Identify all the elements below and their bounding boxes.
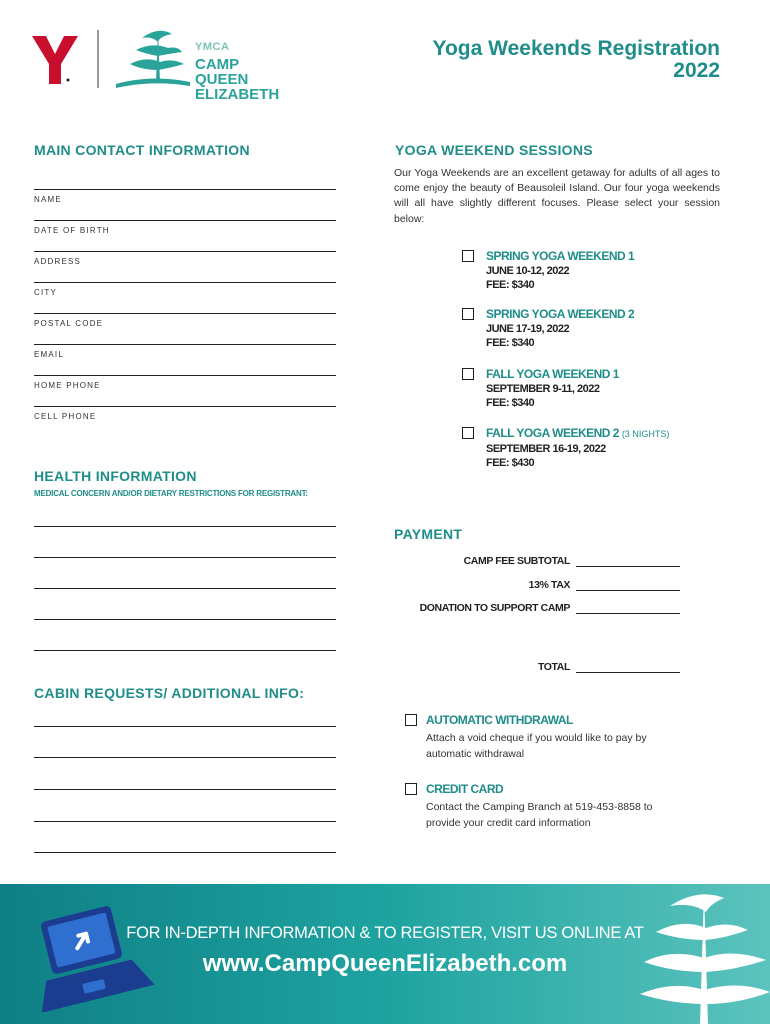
city-field[interactable]: CITY — [34, 282, 336, 297]
session-checkbox[interactable] — [462, 368, 474, 380]
donation-label: DONATION TO SUPPORT CAMP — [419, 602, 570, 614]
name-field[interactable]: NAME — [34, 189, 336, 204]
payment-heading: PAYMENT — [394, 526, 463, 542]
session-name: SPRING YOGA WEEKEND 2 — [486, 307, 635, 321]
health-input-line[interactable] — [34, 588, 336, 589]
cabin-input-line[interactable] — [34, 789, 336, 790]
session-dates: JUNE 17-19, 2022 — [486, 322, 570, 335]
session-name: FALL YOGA WEEKEND 2 (3 NIGHTS) — [486, 426, 670, 440]
cabin-input-line[interactable] — [34, 757, 336, 758]
session-checkbox[interactable] — [462, 427, 474, 439]
pine-tree-icon — [620, 884, 770, 1024]
tax-label: 13% TAX — [528, 579, 570, 591]
title-line-2: 2022 — [673, 59, 720, 83]
logo-divider — [97, 30, 99, 88]
email-field[interactable]: EMAIL — [34, 344, 336, 359]
payment-option-desc: Attach a void cheque if you would like to pay by automatic withdrawal — [426, 732, 647, 760]
donation-row[interactable] — [420, 602, 680, 614]
footer-banner — [0, 884, 770, 1024]
session-checkbox[interactable] — [462, 250, 474, 262]
tax-row[interactable] — [529, 579, 680, 591]
camp-logo-text — [195, 38, 295, 102]
health-input-line[interactable] — [34, 650, 336, 651]
cabin-input-line[interactable] — [34, 821, 336, 822]
session-fee: FEE: $430 — [486, 457, 535, 469]
payment-checkbox[interactable] — [405, 714, 417, 726]
pine-tree-logo-icon — [112, 24, 192, 90]
ymca-logo-icon — [32, 34, 78, 84]
sessions-heading: YOGA WEEKEND SESSIONS — [395, 142, 593, 158]
session-dates: JUNE 10-12, 2022 — [486, 264, 570, 277]
session-fee: FEE: $340 — [486, 279, 535, 291]
title-line-1: Yoga Weekends Registration — [432, 37, 720, 60]
dob-field[interactable]: DATE OF BIRTH — [34, 220, 336, 235]
health-input-line[interactable] — [34, 619, 336, 620]
health-subheading: MEDICAL CONCERN AND/OR DIETARY RESTRICTIONS FOR REGISTRANT: — [34, 489, 308, 498]
footer-website-link[interactable]: www.CampQueenElizabeth.com — [202, 950, 568, 977]
payment-checkbox[interactable] — [405, 783, 417, 795]
session-dates: SEPTEMBER 16-19, 2022 — [486, 442, 606, 455]
total-label: TOTAL — [537, 661, 570, 673]
cabin-input-line[interactable] — [34, 726, 336, 727]
footer-info-text: FOR IN-DEPTH INFORMATION & TO REGISTER, VISIT US ONLINE AT — [126, 924, 644, 942]
total-row[interactable] — [538, 661, 680, 673]
cabin-input-line[interactable] — [34, 852, 336, 853]
health-input-line[interactable] — [34, 526, 336, 527]
total-input-line[interactable] — [576, 662, 680, 673]
subtotal-label: CAMP FEE SUBTOTAL — [463, 555, 570, 567]
page-title — [433, 38, 720, 82]
logo-ymca-label: YMCA — [195, 41, 230, 53]
payment-option-title: AUTOMATIC WITHDRAWAL — [426, 713, 573, 727]
session-name: FALL YOGA WEEKEND 1 — [486, 367, 619, 381]
session-note: (3 NIGHTS) — [621, 429, 670, 439]
address-field[interactable]: ADDRESS — [34, 251, 336, 266]
logo-camp-name: CAMP QUEEN ELIZABETH — [195, 56, 280, 103]
tax-input-line[interactable] — [576, 580, 680, 591]
cabin-heading: CABIN REQUESTS/ ADDITIONAL INFO: — [34, 685, 305, 701]
session-fee: FEE: $340 — [486, 337, 535, 349]
health-heading: HEALTH INFORMATION — [34, 468, 197, 484]
subtotal-input-line[interactable] — [576, 556, 680, 567]
payment-option-title: CREDIT CARD — [426, 782, 504, 796]
postal-code-field[interactable]: POSTAL CODE — [34, 313, 336, 328]
health-input-line[interactable] — [34, 557, 336, 558]
session-name: SPRING YOGA WEEKEND 1 — [486, 249, 635, 263]
home-phone-field[interactable]: HOME PHONE — [34, 375, 336, 390]
session-checkbox[interactable] — [462, 308, 474, 320]
session-dates: SEPTEMBER 9-11, 2022 — [486, 382, 600, 395]
contact-heading: MAIN CONTACT INFORMATION — [34, 142, 250, 158]
sessions-intro: Our Yoga Weekends are an excellent getaway for adults of all ages to come enjoy the beauty of Beausoleil Island. Our four yoga weekends will all have slightly different focuses. Please select your session below: — [394, 167, 720, 225]
session-fee: FEE: $340 — [486, 397, 535, 409]
cell-phone-field[interactable]: CELL PHONE — [34, 406, 336, 421]
payment-option-desc: Contact the Camping Branch at 519-453-8858 to provide your credit card information — [426, 801, 653, 829]
donation-input-line[interactable] — [576, 603, 680, 614]
subtotal-row[interactable] — [464, 555, 680, 567]
